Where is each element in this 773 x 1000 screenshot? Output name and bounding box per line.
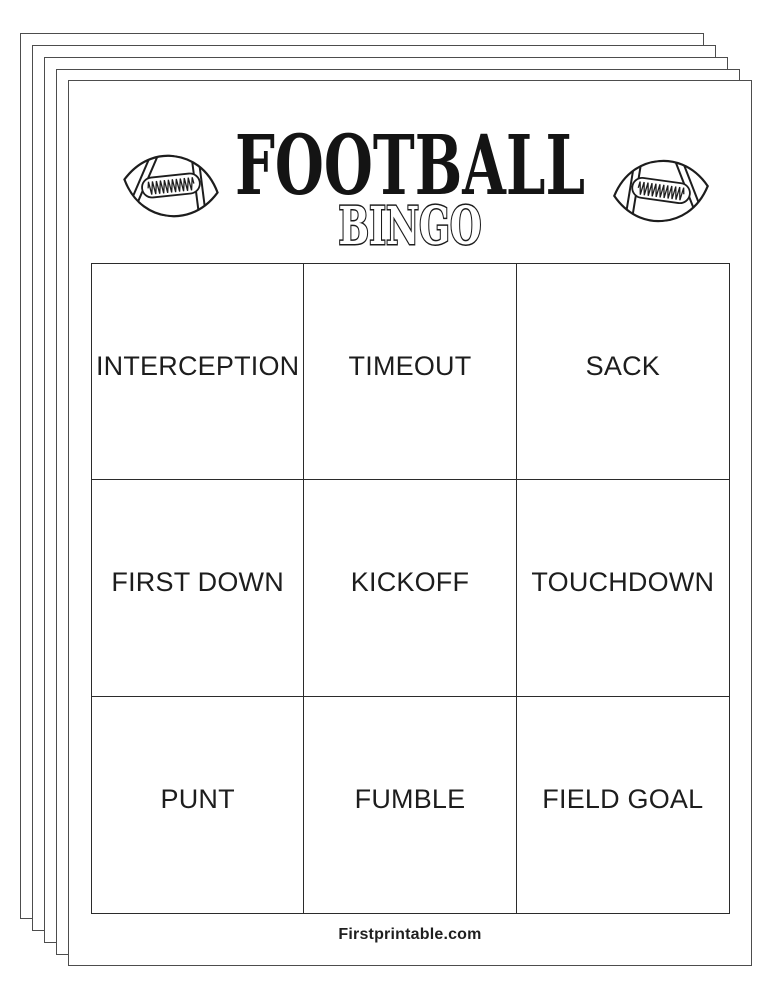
football-icon bbox=[608, 155, 714, 227]
bingo-card-page bbox=[68, 80, 752, 966]
bingo-cell: INTERCEPTION bbox=[92, 264, 304, 480]
bingo-cell: KICKOFF bbox=[304, 480, 516, 696]
bingo-grid bbox=[91, 263, 730, 914]
page-title: FOOTBALL bbox=[235, 118, 585, 214]
bingo-cell: SACK bbox=[517, 264, 729, 480]
bingo-cell: TIMEOUT bbox=[304, 264, 516, 480]
bingo-cell: FIELD GOAL bbox=[542, 783, 704, 814]
bingo-cell: FUMBLE bbox=[304, 697, 516, 913]
bingo-cell: TOUCHDOWN bbox=[517, 480, 729, 696]
bingo-cell: PUNT bbox=[92, 697, 304, 913]
bingo-cell: FIRST DOWN bbox=[92, 480, 304, 696]
footer-site-name: Firstprintable.com bbox=[338, 926, 482, 943]
page-subtitle: BINGO bbox=[338, 196, 482, 257]
